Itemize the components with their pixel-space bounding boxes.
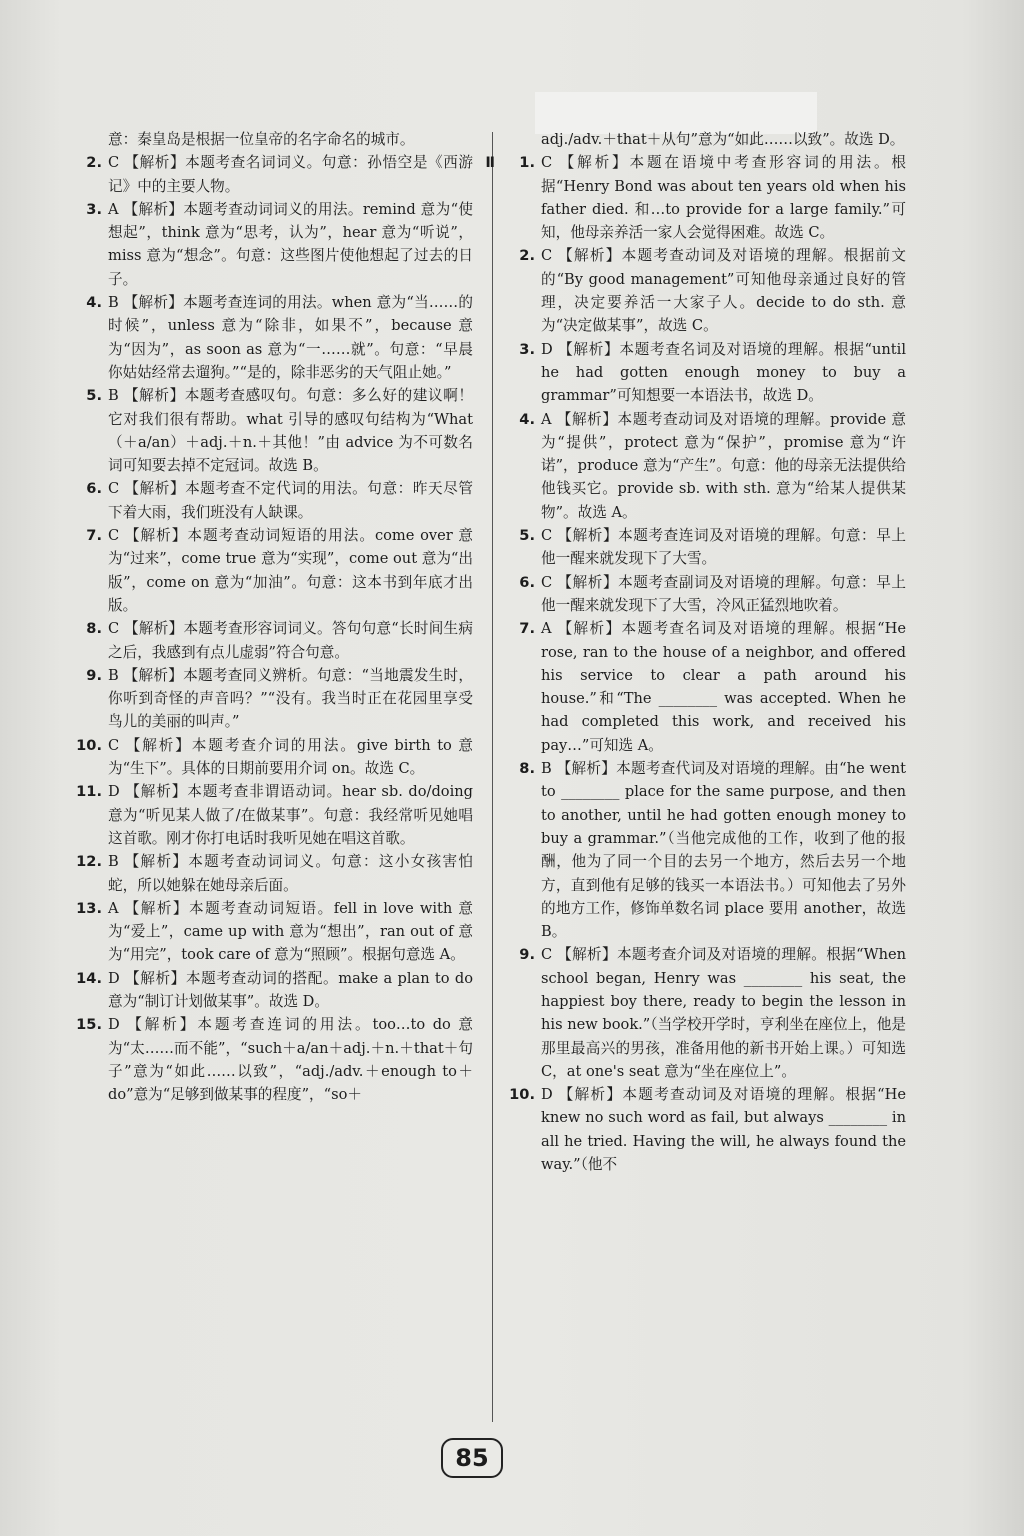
answer-item <box>86 384 473 477</box>
item-number: 4. <box>519 410 535 428</box>
answer-item <box>86 617 473 664</box>
answer-item <box>519 757 906 943</box>
item-number: 4. <box>86 294 102 312</box>
answer-item <box>519 338 906 408</box>
item-number: 7. <box>86 527 102 545</box>
page-number: 85 <box>441 1438 503 1478</box>
item-number: 10. <box>509 1086 535 1104</box>
answer-item <box>86 664 473 734</box>
item-number: 8. <box>519 760 535 778</box>
item-text: C 【解析】本题在语境中考查形容词的用法。根据“Henry Bond was about ten years old when his father died. 和…to provide for a large family.”可知，他母亲养活一家人会觉得困难。故选 C。 <box>541 154 906 242</box>
item-text: C 【解析】本题考查名词词义。句意：孙悟空是《西游记》中的主要人物。 <box>108 154 473 195</box>
answer-item <box>76 967 473 1014</box>
item-text: D 【解析】本题考查非谓语动词。hear sb. do/doing 意为“听见某人做了/在做某事”。句意：我经常听见她唱这首歌。刚才你打电话时我听见她在唱这首歌。 <box>108 783 473 847</box>
item-number: 7. <box>519 620 535 638</box>
answer-item <box>519 524 906 571</box>
answer-item <box>485 151 906 244</box>
item-number: 3. <box>519 340 535 358</box>
item-number: 14. <box>76 969 102 987</box>
item-number: 6. <box>86 480 102 498</box>
item-text: C 【解析】本题考查动词短语的用法。come over 意为“过来”，come true 意为“实现”，come out 意为“出版”，come on 意为“加油”。句意：这本书到年底才出版。 <box>108 527 473 614</box>
item-text: A 【解析】本题考查动词短语。fell in love with 意为“爱上”，came up with 意为“想出”，ran out of 意为“用完”，took care of 意为“照顾”。根据句意选 A。 <box>108 899 473 964</box>
item-text: C 【解析】本题考查不定代词的用法。句意：昨天尽管下着大雨，我们班没有人缺课。 <box>108 480 473 521</box>
item-text: C 【解析】本题考查介词及对语境的理解。根据“When school began, Henry was ________ his seat, the happiest boy there, ready to begin the lesson in his new book.”（当学校开学时，亨利坐在座位上，他是那里最高兴的男孩，准备用他的新书开始上课。）可知选 C，at one's seat 意为“坐在座位上”。 <box>541 946 906 1080</box>
item-text: B 【解析】本题考查代词及对语境的理解。由“he went to ________ place for the same purpose, and then to another, until he had gotten enough money to buy a grammar.”（当他完成他的工作，收到了他的报酬，他为了同一个目的去另一个地方，然后去另一个地方，直到他有足够的钱买一本语法书。）可知他去了另外的地方工作，修饰单数名词 place 要用 another，故选 B。 <box>541 760 906 941</box>
answer-item <box>76 1013 473 1106</box>
item-text: B 【解析】本题考查连词的用法。when 意为“当……的时候”，unless 意为“除非，如果不”，because 意为“因为”，as soon as 意为“一……就”。句意：“早晨你姑姑经常去遛狗。”“是的，除非恶劣的天气阻止她。” <box>108 294 473 381</box>
item-number: 5. <box>86 387 102 405</box>
left-intro: 意：秦皇岛是根据一位皇帝的名字命名的城市。 <box>108 131 415 148</box>
item-text: A 【解析】本题考查名词及对语境的理解。根据“He rose, ran to the house of a neighbor, and offered his service to clear a path around his house.”和“The ________ was accepted. When he had completed this work, and received his pay…”可知选 A。 <box>541 620 906 754</box>
section-number: Ⅱ <box>485 154 495 172</box>
answer-item <box>519 244 906 337</box>
item-number: 5. <box>519 527 535 545</box>
right-column <box>485 128 906 1176</box>
item-text: C 【解析】本题考查连词及对语境的理解。句意：早上他一醒来就发现下了大雪。 <box>541 527 906 568</box>
item-number: 6. <box>519 573 535 591</box>
answer-item <box>76 850 473 897</box>
answer-item <box>509 1083 906 1176</box>
answer-item <box>86 151 473 198</box>
item-text: C 【解析】本题考查动词及对语境的理解。根据前文的“By good management”可知他母亲通过良好的管理，决定要养活一大家子人。decide to do sth. 意为“决定做某事”，故选 C。 <box>541 247 906 335</box>
item-text: D 【解析】本题考查动词及对语境的理解。根据“He knew no such word as fail, but always ________ in all he tried. Having the will, he always found the way.”（他不 <box>541 1086 906 1174</box>
answer-item <box>519 617 906 757</box>
item-number: 1. <box>519 154 535 172</box>
answer-item <box>86 524 473 617</box>
item-text: B 【解析】本题考查动词词义。句意：这小女孩害怕蛇，所以她躲在她母亲后面。 <box>108 853 473 894</box>
right-intro: adj./adv.＋that＋从句”意为“如此……以致”。故选 D。 <box>541 131 905 148</box>
answer-item <box>86 291 473 384</box>
item-text: C 【解析】本题考查形容词词义。答句句意“长时间生病之后，我感到有点儿虚弱”符合句意。 <box>108 620 473 661</box>
answer-item <box>76 897 473 967</box>
item-text: A 【解析】本题考查动词及对语境的理解。provide 意为“提供”，protect 意为“保护”，promise 意为“许诺”，produce 意为“产生”。句意：他的母亲无法提供给他钱买它。provide sb. with sth. 意为“给某人提供某物”。故选 A。 <box>541 410 906 521</box>
item-number: 3. <box>86 200 102 218</box>
answer-item <box>86 198 473 291</box>
item-number: 15. <box>76 1016 102 1034</box>
item-text: D 【解析】本题考查连词的用法。too…to do 意为“太……而不能”，“such＋a/an＋adj.＋n.＋that＋句子”意为“如此……以致”，“adj./adv.＋enough to＋do”意为“足够到做某事的程度”，“so＋ <box>108 1016 473 1104</box>
item-number: 9. <box>86 666 102 684</box>
answer-item <box>519 408 906 524</box>
answer-item <box>86 477 473 524</box>
item-number: 10. <box>76 736 102 754</box>
item-text: C 【解析】本题考查副词及对语境的理解。句意：早上他一醒来就发现下了大雪，冷风正猛烈地吹着。 <box>541 573 906 614</box>
item-number: 2. <box>86 154 102 172</box>
item-number: 8. <box>86 620 102 638</box>
answer-item <box>76 734 473 781</box>
item-text: C 【解析】本题考查介词的用法。give birth to 意为“生下”。具体的日期前要用介词 on。故选 C。 <box>108 736 473 778</box>
item-text: B 【解析】本题考查感叹句。句意：多么好的建议啊！它对我们很有帮助。what 引导的感叹句结构为“What （＋a/an）＋adj.＋n.＋其他！”由 advice 为不可数名词可知要去掉不定冠词。故选 B。 <box>108 387 473 475</box>
answer-item <box>76 780 473 850</box>
item-text: A 【解析】本题考查动词词义的用法。remind 意为“使想起”，think 意为“思考，认为”，hear 意为“听说”，miss 意为“想念”。句意：这些图片使他想起了过去的日子。 <box>108 200 473 288</box>
item-text: D 【解析】本题考查动词的搭配。make a plan to do 意为“制订计划做某事”。故选 D。 <box>108 969 473 1010</box>
item-number: 12. <box>76 853 102 871</box>
left-column <box>76 128 473 1106</box>
answer-item <box>519 571 906 618</box>
answer-item <box>519 943 906 1083</box>
item-text: D 【解析】本题考查名词及对语境的理解。根据“until he had gotten enough money to buy a grammar”可知想要一本语法书，故选 D。 <box>541 340 906 405</box>
item-number: 9. <box>519 946 535 964</box>
column-divider <box>492 132 493 1422</box>
item-number: 11. <box>76 783 102 801</box>
item-number: 13. <box>76 899 102 917</box>
item-text: B 【解析】本题考查同义辨析。句意：“当地震发生时，你听到奇怪的声音吗？”“没有。我当时正在花园里享受鸟儿的美丽的叫声。” <box>108 666 473 731</box>
item-number: 2. <box>519 247 535 265</box>
